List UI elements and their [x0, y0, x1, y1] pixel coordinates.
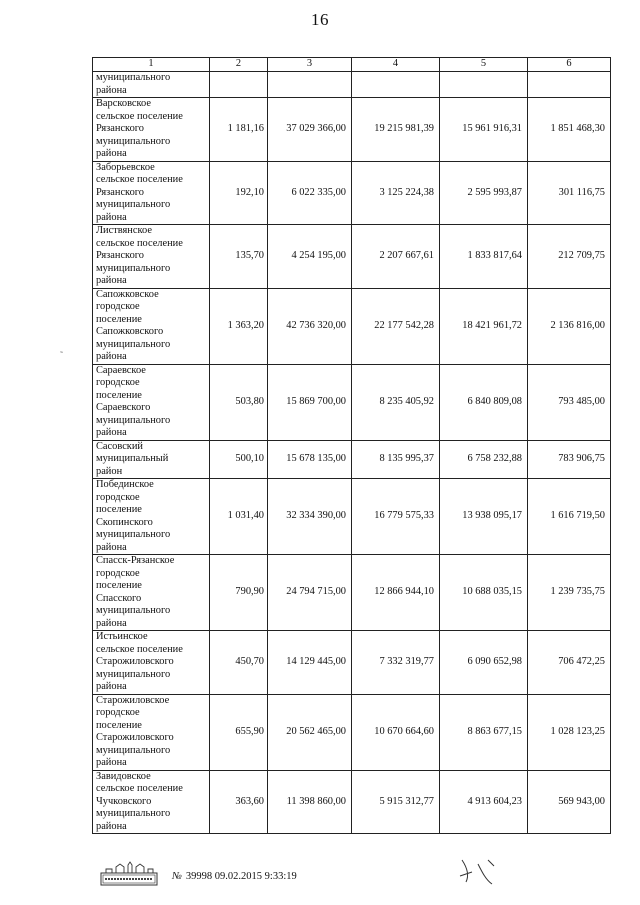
settlement-name-cell: [93, 770, 210, 834]
settlement-name-line: Сараевское: [96, 364, 146, 376]
settlement-name-line: муниципального: [96, 668, 171, 680]
value-cell-c3: 14 129 445,00: [268, 631, 352, 695]
value-cell-c6: 1 239 735,75: [528, 555, 611, 631]
settlement-name-line: Истьинское: [96, 631, 148, 642]
value-cell-c4: 12 866 944,10: [352, 555, 440, 631]
settlement-name-line: городское: [96, 491, 140, 503]
settlement-name-line: Сасовский: [96, 440, 143, 452]
value-cell-c5: 8 863 677,15: [440, 694, 528, 770]
settlement-name-line: муниципального: [96, 808, 171, 819]
table-header-row: [93, 58, 611, 72]
settlement-name-line: Старожиловского: [96, 732, 174, 743]
value-cell-c6: 569 943,00: [528, 770, 611, 834]
margin-mark: ˜: [60, 350, 63, 360]
value-cell-c4: 22 177 542,28: [352, 288, 440, 364]
value-cell-c3: 20 562 465,00: [268, 694, 352, 770]
value-cell-c5: 10 688 035,15: [440, 555, 528, 631]
value-cell-c3: [268, 72, 352, 98]
settlement-name-cell: [93, 288, 210, 364]
settlement-name-line: Чучковского: [96, 795, 152, 807]
value-cell-c2: 655,90: [210, 694, 268, 770]
settlement-name-line: района: [96, 351, 127, 362]
settlement-name-line: муниципального: [96, 605, 171, 616]
settlement-name-line: Сараевского: [96, 402, 151, 413]
value-cell-c6: 1 616 719,50: [528, 479, 611, 555]
table-row: [93, 694, 611, 770]
settlement-name-cell: [93, 631, 210, 695]
value-cell-c4: 7 332 319,77: [352, 631, 440, 695]
settlement-name-cell: [93, 440, 210, 479]
settlement-name-line: район: [96, 465, 123, 477]
settlement-name-line: района: [96, 541, 127, 553]
settlement-name-cell: [93, 161, 210, 225]
value-cell-c6: 1 851 468,30: [528, 98, 611, 162]
value-cell-c6: 783 906,75: [528, 440, 611, 479]
value-cell-c4: [352, 72, 440, 98]
column-header: 2: [210, 58, 268, 72]
settlement-name-line: поселение: [96, 313, 142, 325]
settlement-name-line: района: [96, 757, 127, 768]
settlement-name-cell: [93, 225, 210, 289]
settlement-name-cell: [93, 364, 210, 440]
table-row: [93, 555, 611, 631]
settlement-name-line: муниципального: [96, 72, 171, 83]
settlement-name-line: района: [96, 275, 127, 286]
value-cell-c4: 10 670 664,60: [352, 694, 440, 770]
value-cell-c2: 363,60: [210, 770, 268, 834]
number-sign: №: [172, 871, 182, 882]
value-cell-c2: 1 181,16: [210, 98, 268, 162]
value-cell-c2: 503,80: [210, 364, 268, 440]
value-cell-c4: 3 125 224,38: [352, 161, 440, 225]
settlement-name-line: Побединское: [96, 479, 154, 490]
settlement-name-line: муниципального: [96, 199, 171, 210]
settlement-name-line: Скопинского: [96, 516, 153, 528]
settlement-name-line: района: [96, 84, 127, 96]
value-cell-c2: 790,90: [210, 555, 268, 631]
settlement-name-line: городское: [96, 377, 140, 388]
settlement-name-line: Сапожковского: [96, 326, 164, 337]
value-cell-c6: 793 485,00: [528, 364, 611, 440]
table-row: [93, 364, 611, 440]
value-cell-c3: 6 022 335,00: [268, 161, 352, 225]
value-cell-c3: 42 736 320,00: [268, 288, 352, 364]
settlement-name-line: городское: [96, 707, 140, 718]
settlement-name-line: сельское поселение: [96, 783, 183, 794]
value-cell-c4: 5 915 312,77: [352, 770, 440, 834]
settlement-name-line: Завидовское: [96, 770, 151, 782]
settlement-name-cell: [93, 98, 210, 162]
registration-datetime: 09.02.2015 9:33:19: [214, 871, 297, 882]
value-cell-c3: 4 254 195,00: [268, 225, 352, 289]
settlement-name-line: городское: [96, 567, 140, 579]
value-cell-c2: 1 031,40: [210, 479, 268, 555]
settlement-name-line: района: [96, 211, 127, 223]
value-cell-c5: 2 595 993,87: [440, 161, 528, 225]
settlement-name-line: муниципального: [96, 262, 171, 274]
settlement-name-cell: [93, 694, 210, 770]
column-header: 5: [440, 58, 528, 72]
settlement-name-line: Рязанского: [96, 123, 144, 134]
settlement-name-line: Рязанского: [96, 250, 144, 261]
settlement-name-line: сельское поселение: [96, 174, 183, 185]
data-table: [92, 57, 611, 834]
table-row: [93, 479, 611, 555]
settlement-name-line: муниципального: [96, 338, 171, 350]
settlement-name-line: поселение: [96, 504, 142, 515]
value-cell-c4: 19 215 981,39: [352, 98, 440, 162]
value-cell-c3: 11 398 860,00: [268, 770, 352, 834]
column-header: 1: [93, 58, 210, 72]
settlement-name-line: Старожиловское: [96, 694, 170, 706]
value-cell-c6: 2 136 816,00: [528, 288, 611, 364]
library-stamp-logo: [100, 860, 158, 886]
table-row: [93, 98, 611, 162]
value-cell-c5: 15 961 916,31: [440, 98, 528, 162]
settlement-name-line: сельское поселение: [96, 237, 183, 249]
settlement-name-line: Рязанского: [96, 186, 144, 198]
value-cell-c3: 15 869 700,00: [268, 364, 352, 440]
table-row: [93, 770, 611, 834]
settlement-name-line: района: [96, 617, 127, 629]
settlement-name-line: Варсковское: [96, 98, 151, 109]
settlement-name-line: сельское поселение: [96, 110, 183, 122]
column-header: 4: [352, 58, 440, 72]
value-cell-c2: 500,10: [210, 440, 268, 479]
settlement-name-line: городское: [96, 301, 140, 312]
value-cell-c3: 37 029 366,00: [268, 98, 352, 162]
value-cell-c2: 192,10: [210, 161, 268, 225]
settlement-name-line: района: [96, 148, 127, 159]
document-number: 39998: [185, 871, 213, 882]
settlement-name-cell: [93, 555, 210, 631]
settlement-name-line: Заборьевское: [96, 161, 155, 173]
value-cell-c2: 135,70: [210, 225, 268, 289]
table-row: [93, 631, 611, 695]
document-registration: [172, 871, 297, 882]
page-number: 16: [311, 10, 329, 29]
settlement-name-line: муниципального: [96, 744, 171, 756]
settlement-name-line: Сапожковское: [96, 288, 159, 300]
value-cell-c6: 301 116,75: [528, 161, 611, 225]
settlement-name-line: поселение: [96, 580, 142, 591]
settlement-name-line: района: [96, 681, 127, 692]
value-cell-c5: [440, 72, 528, 98]
settlement-name-line: Старожиловского: [96, 656, 174, 667]
column-header: 3: [268, 58, 352, 72]
settlement-name-cell: [93, 72, 210, 98]
value-cell-c2: 450,70: [210, 631, 268, 695]
table-row: [93, 288, 611, 364]
value-cell-c4: 2 207 667,61: [352, 225, 440, 289]
value-cell-c6: 706 472,25: [528, 631, 611, 695]
table-row: [93, 225, 611, 289]
settlement-name-line: района: [96, 820, 127, 832]
table-row: [93, 161, 611, 225]
value-cell-c5: 13 938 095,17: [440, 479, 528, 555]
settlement-name-line: сельское поселение: [96, 643, 183, 655]
value-cell-c5: 18 421 961,72: [440, 288, 528, 364]
settlement-name-line: Спасского: [96, 592, 142, 604]
value-cell-c4: 8 135 995,37: [352, 440, 440, 479]
value-cell-c6: [528, 72, 611, 98]
settlement-name-line: муниципального: [96, 135, 171, 147]
value-cell-c5: 1 833 817,64: [440, 225, 528, 289]
value-cell-c2: 1 363,20: [210, 288, 268, 364]
table-row: [93, 440, 611, 479]
settlement-name-line: поселение: [96, 719, 142, 731]
settlement-name-cell: [93, 479, 210, 555]
value-cell-c6: 212 709,75: [528, 225, 611, 289]
settlement-name-line: муниципальный: [96, 453, 169, 464]
value-cell-c3: 24 794 715,00: [268, 555, 352, 631]
value-cell-c5: 6 840 809,08: [440, 364, 528, 440]
value-cell-c2: [210, 72, 268, 98]
value-cell-c5: 4 913 604,23: [440, 770, 528, 834]
value-cell-c5: 6 758 232,88: [440, 440, 528, 479]
settlement-name-line: Спасск-Рязанское: [96, 555, 175, 566]
settlement-name-line: муниципального: [96, 529, 171, 540]
value-cell-c5: 6 090 652,98: [440, 631, 528, 695]
column-header: 6: [528, 58, 611, 72]
settlement-name-line: Листвянское: [96, 225, 152, 236]
value-cell-c4: 16 779 575,33: [352, 479, 440, 555]
value-cell-c4: 8 235 405,92: [352, 364, 440, 440]
handwritten-signature: [452, 852, 512, 892]
settlement-name-line: поселение: [96, 389, 142, 401]
settlement-name-line: муниципального: [96, 414, 171, 426]
value-cell-c6: 1 028 123,25: [528, 694, 611, 770]
value-cell-c3: 32 334 390,00: [268, 479, 352, 555]
settlement-name-line: района: [96, 427, 127, 438]
table-row: [93, 72, 611, 98]
value-cell-c3: 15 678 135,00: [268, 440, 352, 479]
